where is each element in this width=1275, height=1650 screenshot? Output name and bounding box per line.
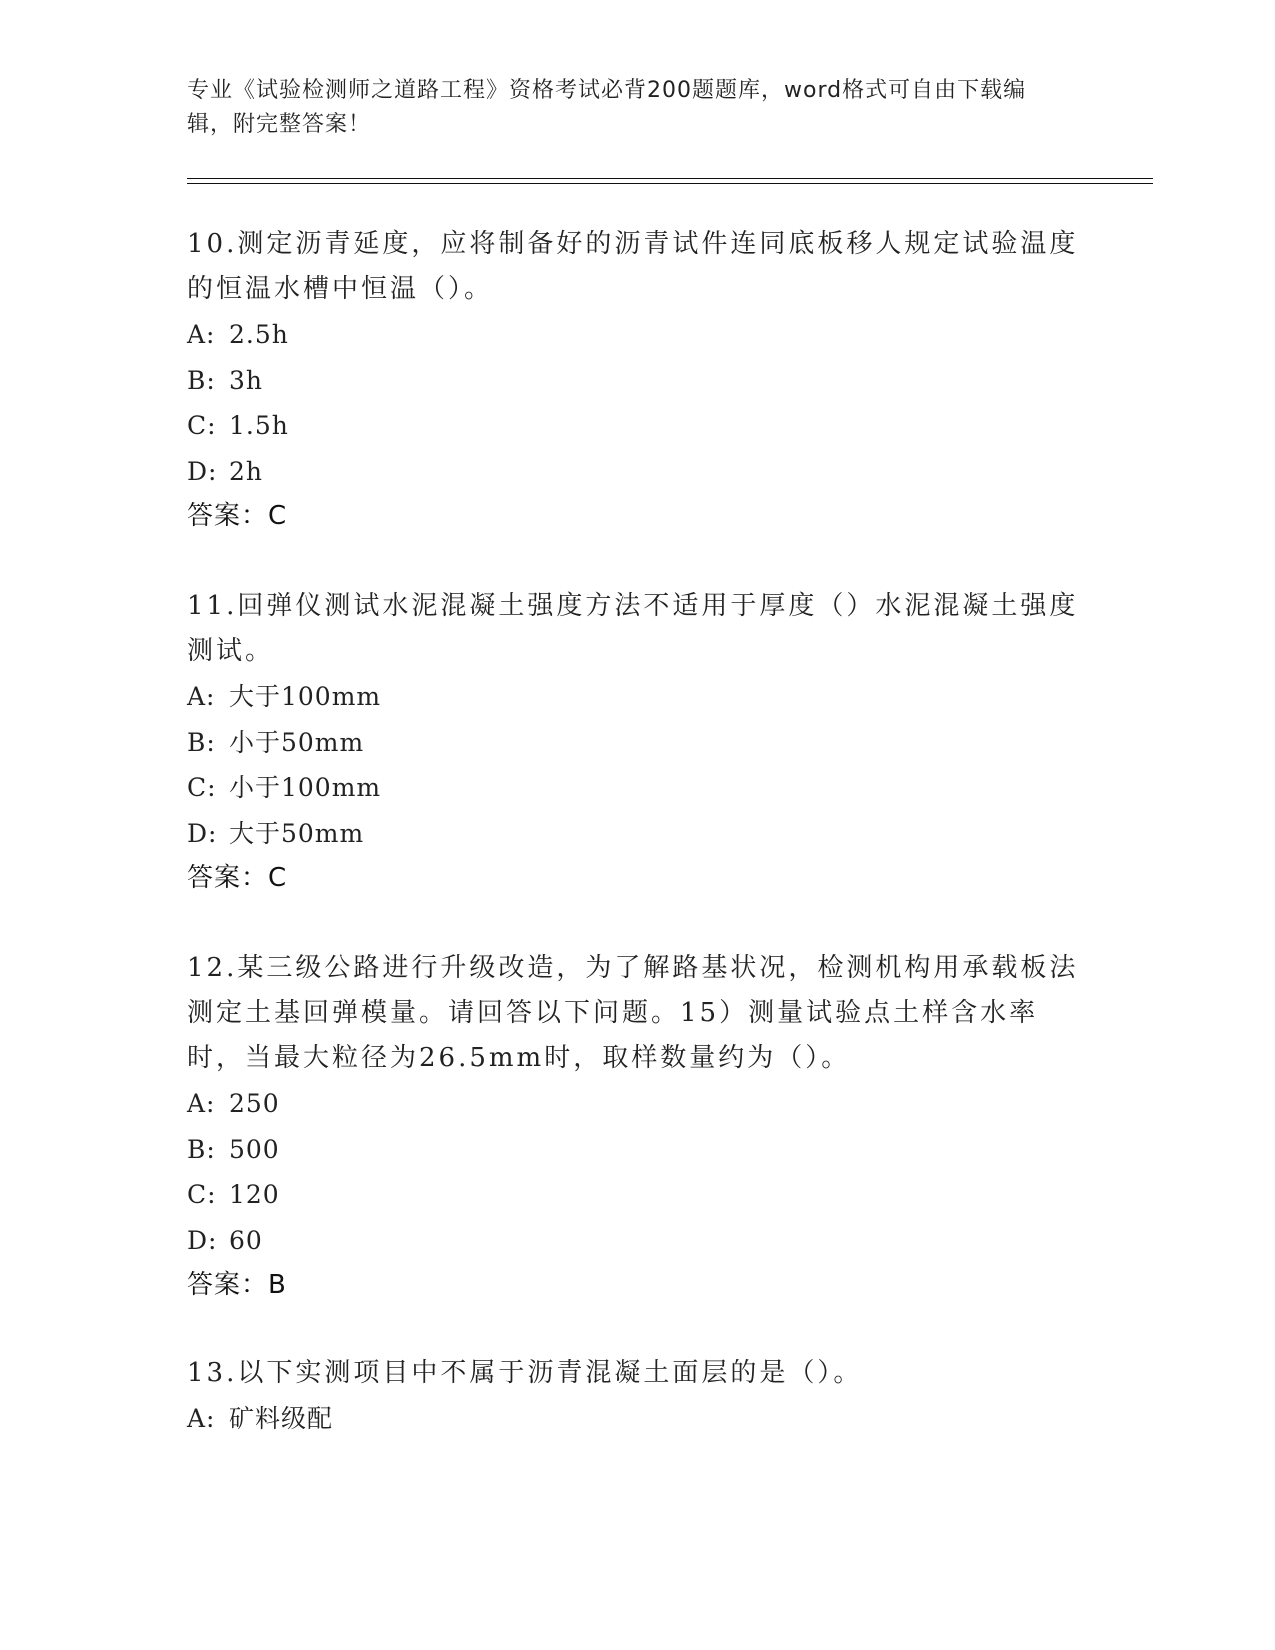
option-b <box>187 1127 1087 1173</box>
answer-line: 答案：C <box>187 863 288 893</box>
option-b <box>187 358 1087 404</box>
option-text: 小于50mm <box>229 727 365 757</box>
option-a <box>187 674 1087 720</box>
option-c <box>187 1172 1087 1218</box>
question-13 <box>187 1351 1087 1442</box>
option-d <box>187 1218 1087 1264</box>
option-text: 大于50mm <box>229 818 365 848</box>
option-letter: C: <box>187 1180 217 1209</box>
option-letter: A: <box>187 1404 216 1433</box>
question-title: 10.测定沥青延度，应将制备好的沥青试件连同底板移人规定试验温度的恒温水槽中恒温（）。 <box>187 229 1079 304</box>
question-title: 12.某三级公路进行升级改造，为了解路基状况，检测机构用承载板法测定土基回弹模量。请回答以下问题。15）测量试验点土样含水率时，当最大粒径为26.5mm时，取样数量约为（）。 <box>187 953 1079 1073</box>
option-text: 大于100mm <box>229 682 382 711</box>
option-letter: B: <box>187 727 216 757</box>
option-a <box>187 1396 1087 1442</box>
header-rule-bottom <box>187 183 1153 184</box>
option-text: 60 <box>229 1225 263 1255</box>
option-letter: D: <box>187 1225 218 1255</box>
option-text: 1.5h <box>229 411 289 440</box>
option-text: 2h <box>229 456 264 486</box>
question-title: 13.以下实测项目中不属于沥青混凝土面层的是（）。 <box>187 1358 863 1388</box>
option-text: 500 <box>229 1134 280 1164</box>
option-letter: C: <box>187 411 217 440</box>
option-letter: D: <box>187 456 218 486</box>
option-text: 矿料级配 <box>229 1404 334 1433</box>
option-letter: D: <box>187 818 218 848</box>
option-d <box>187 811 1087 857</box>
option-text: 小于100mm <box>229 773 382 802</box>
option-c <box>187 403 1087 449</box>
option-letter: A: <box>187 1089 216 1118</box>
option-text: 120 <box>229 1180 280 1209</box>
option-d <box>187 449 1087 495</box>
option-c <box>187 765 1087 811</box>
option-letter: A: <box>187 320 216 349</box>
option-text: 3h <box>229 365 264 395</box>
question-10 <box>187 222 1087 539</box>
document-header: 专业《试验检测师之道路工程》资格考试必背200题题库，word格式可自由下载编辑，附完整答案！ <box>187 78 1027 137</box>
question-title: 11.回弹仪测试水泥混凝土强度方法不适用于厚度（）水泥混凝土强度测试。 <box>187 591 1079 666</box>
option-letter: B: <box>187 1134 216 1164</box>
option-text: 250 <box>229 1089 280 1118</box>
answer-line: 答案：B <box>187 1270 287 1300</box>
option-b <box>187 720 1087 766</box>
header-rule-top <box>187 178 1153 179</box>
option-a <box>187 312 1087 358</box>
question-11 <box>187 584 1087 901</box>
option-letter: A: <box>187 682 216 711</box>
option-text: 2.5h <box>229 320 289 349</box>
option-letter: C: <box>187 773 217 802</box>
option-letter: B: <box>187 365 216 395</box>
option-a <box>187 1081 1087 1127</box>
question-12 <box>187 946 1087 1308</box>
answer-line: 答案：C <box>187 501 288 531</box>
